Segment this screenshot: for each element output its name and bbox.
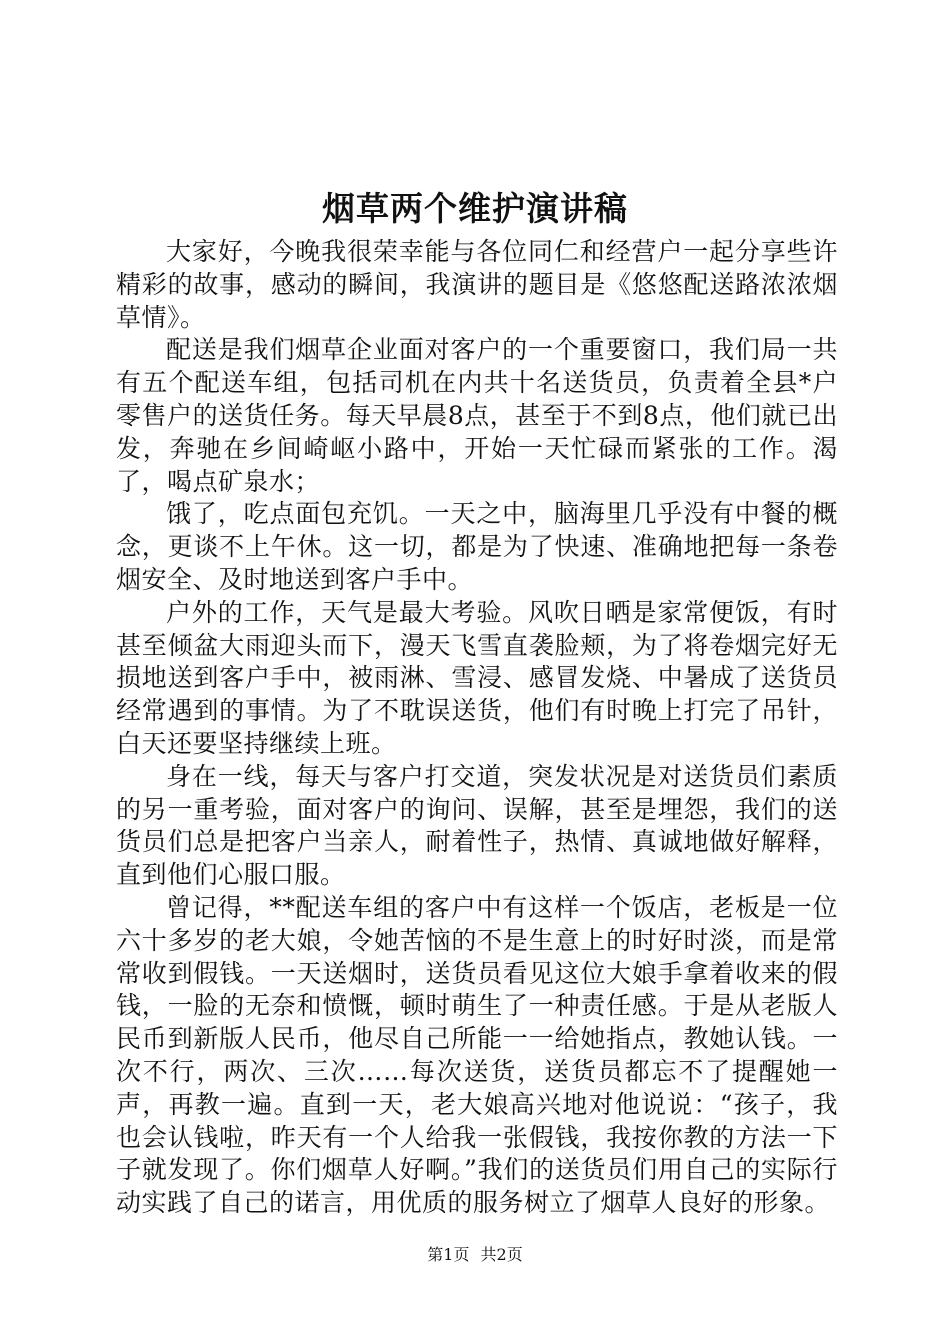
document-body — [116, 236, 838, 1220]
paragraph: 大家好，今晚我很荣幸能与各位同仁和经营户一起分享些许精彩的故事，感动的瞬间，我演讲的题目是《悠悠配送路浓浓烟草情》。 — [116, 237, 838, 332]
paragraph: 配送是我们烟草企业面对客户的一个重要窗口，我们局一共有五个配送车组，包括司机在内共十名送货员，负责着全县*户零售户的送货任务。每天早晨8点，甚至于不到8点，他们就已出发，奔驰在乡间崎岖小路中，开始一天忙碌而紧张的工作。渴了，喝点矿泉水； — [116, 335, 838, 496]
paragraph: 饿了，吃点面包充饥。一天之中，脑海里几乎没有中餐的概念，更谈不上午休。这一切，都是为了快速、准确地把每一条卷烟安全、及时地送到客户手中。 — [116, 499, 838, 594]
document-title: 烟草两个维护演讲稿 — [322, 189, 628, 228]
paragraph: 户外的工作，天气是最大考验。风吹日晒是家常便饭，有时甚至倾盆大雨迎头而下，漫天飞雪直袭脸颊，为了将卷烟完好无损地送到客户手中，被雨淋、雪浸、感冒发烧、中暑成了送货员经常遇到的事情。为了不耽误送货，他们有时晚上打完了吊针，白天还要坚持继续上班。 — [116, 597, 838, 758]
page-total: 共2页 — [480, 1245, 523, 1264]
paragraph: 身在一线，每天与客户打交道，突发状况是对送货员们素质的另一重考验，面对客户的询问、误解，甚至是埋怨，我们的送货员们总是把客户当亲人，耐着性子，热情、真诚地做好解释，直到他们心服口服。 — [116, 761, 838, 890]
page-footer — [0, 1243, 950, 1267]
paragraph: 曾记得，**配送车组的客户中有这样一个饭店，老板是一位六十多岁的老大娘，令她苦恼的不是生意上的时好时淡，而是常常收到假钱。一天送烟时，送货员看见这位大娘手拿着收来的假钱，一脸的无奈和愤慨，顿时萌生了一种责任感。于是从老版人民币到新版人民币，他尽自己所能一一给她指点，教她认钱。一次不行，两次、三次……每次送货，送货员都忘不了提醒她一声，再教一遍。直到一天，老大娘高兴地对他说说：“孩子，我也会认钱啦，昨天有一个人给我一张假钱，我按你教的方法一下子就发现了。你们烟草人好啊。”我们的送货员们用自己的实际行动实践了自己的诺言，用优质的服务树立了烟草人良好的形象。 — [116, 892, 838, 1218]
page-number: 第1页 — [427, 1245, 470, 1264]
